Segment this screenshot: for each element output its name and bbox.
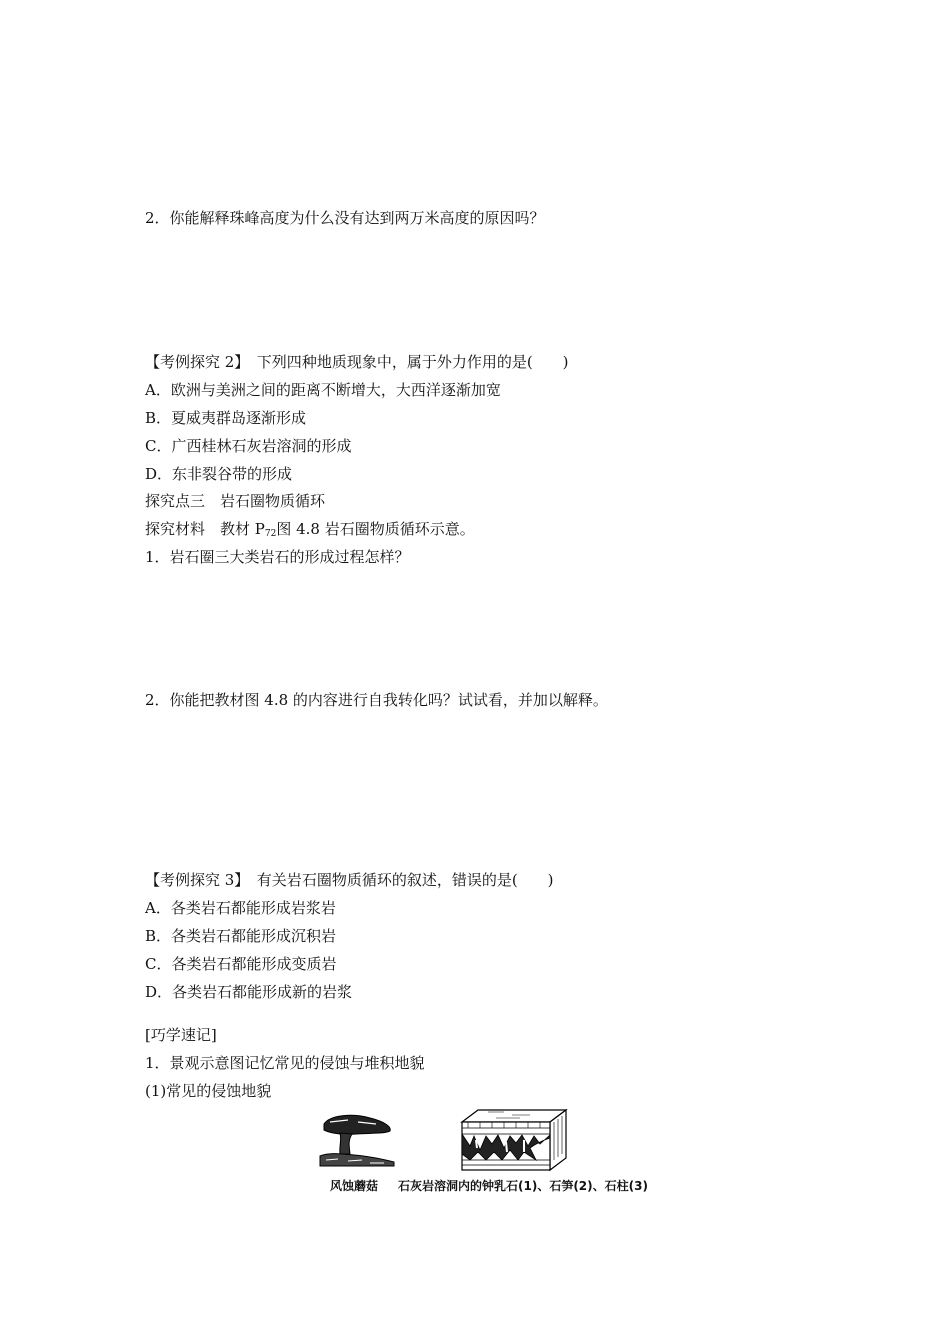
inquiry-point-3-title: 探究点三 岩石圈物质循环 bbox=[145, 492, 326, 510]
inquiry-material bbox=[145, 519, 475, 544]
example-3-option-d: D．各类岩石都能形成新的岩浆 bbox=[145, 983, 353, 1001]
tips-title: [巧学速记] bbox=[145, 1026, 217, 1044]
example-2-option-d: D．东非裂谷带的形成 bbox=[145, 465, 293, 483]
mushroom-rock-figure bbox=[318, 1110, 398, 1168]
tips-line-1: 1．景观示意图记忆常见的侵蚀与堆积地貌 bbox=[145, 1054, 425, 1072]
example-3-option-c: C．各类岩石都能形成变质岩 bbox=[145, 955, 337, 973]
example-2-option-c: C．广西桂林石灰岩溶洞的形成 bbox=[145, 437, 352, 455]
limestone-cave-figure bbox=[458, 1108, 570, 1172]
material-suffix: 图 4.8 岩石圈物质循环示意。 bbox=[276, 520, 475, 538]
caption-mushroom-rock: 风蚀蘑菇 bbox=[330, 1179, 379, 1193]
example-2-option-b: B．夏威夷群岛逐渐形成 bbox=[145, 409, 307, 427]
question-2-zhufeng: 2．你能解释珠峰高度为什么没有达到两万米高度的原因吗？ bbox=[145, 209, 545, 227]
material-page-subscript: 72 bbox=[264, 529, 277, 539]
example-3-option-a: A．各类岩石都能形成岩浆岩 bbox=[145, 899, 336, 917]
material-prefix: 探究材料 教材 P bbox=[145, 520, 265, 538]
example-2-stem: 【考例探究 2】 下列四种地质现象中，属于外力作用的是( ) bbox=[145, 353, 569, 371]
question-2-figure-conversion: 2．你能把教材图 4.8 的内容进行自我转化吗？试试看，并加以解释。 bbox=[145, 691, 608, 709]
example-2-option-a: A．欧洲与美洲之间的距离不断增大，大西洋逐渐加宽 bbox=[145, 381, 501, 399]
example-3-stem: 【考例探究 3】 有关岩石圈物质循环的叙述，错误的是( ) bbox=[145, 871, 554, 889]
tips-line-2: (1)常见的侵蚀地貌 bbox=[145, 1082, 272, 1100]
example-3-option-b: B．各类岩石都能形成沉积岩 bbox=[145, 927, 337, 945]
question-1-rock-formation: 1．岩石圈三大类岩石的形成过程怎样？ bbox=[145, 548, 410, 566]
caption-limestone-cave: 石灰岩溶洞内的钟乳石(1)、石笋(2)、石柱(3) bbox=[398, 1179, 648, 1193]
